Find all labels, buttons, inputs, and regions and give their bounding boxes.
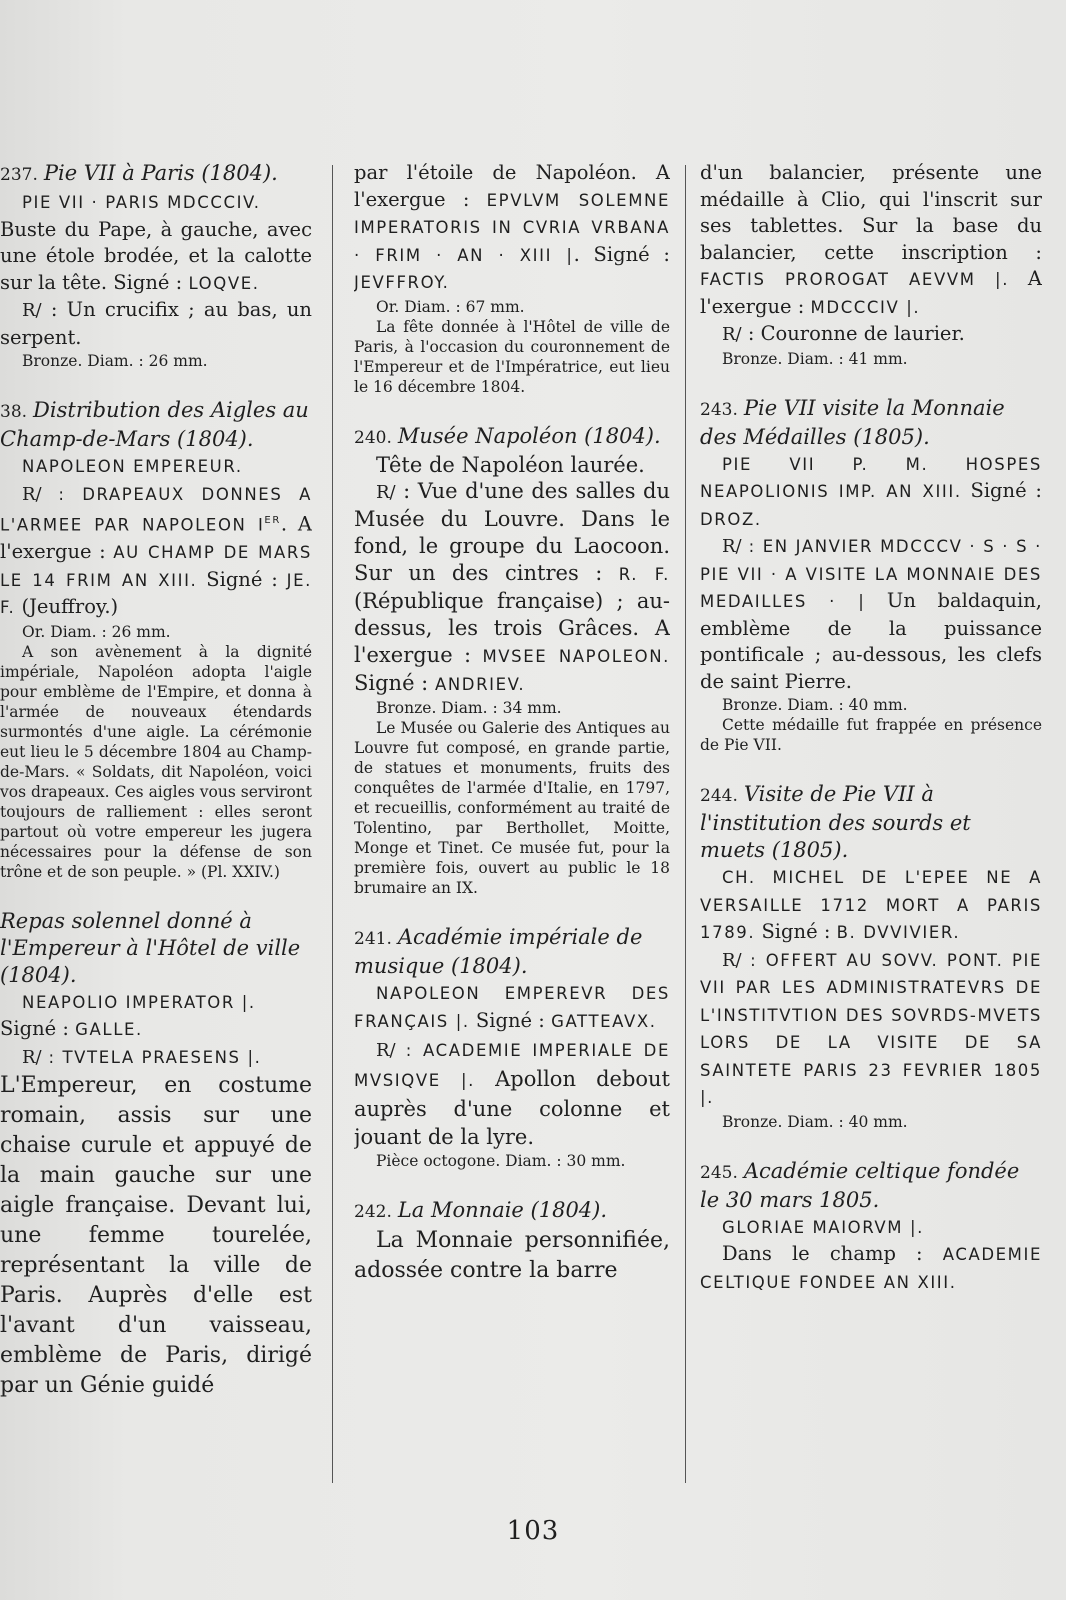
legend: NEAPOLIO IMPERATOR |. [22,992,256,1012]
reverse-mark: R/ [376,482,396,503]
description: Tête de Napoléon laurée. [376,452,645,477]
reverse-mark: R/ [22,1046,42,1068]
metal-diameter: Bronze. Diam. : 34 mm. [376,699,562,717]
entry-242 [354,1197,670,1286]
entry-239: Repas solennel donné à l'Empereur à l'Hôtel de ville (1804). NEAPOLIO IMPERATOR |. Signé : GALLE. R/ : TVTELA PRAESENS |. L'Empereur, en costume romain, assis sur une chaise curule et appuyé de la main gauche sur une aigle française. Devant lui, une femme tourelée, représentant la ville de Paris. Auprès d'elle est l'avant d'un vaisseau, emblème de Paris, dirigé par un Génie guidé [0,908,312,1402]
entry-245: 245. Académie celtique fondée le 30 mars 1805. GLORIAE MAIORVM |. Dans le champ : ACADEMIE CELTIQUE FONDEE AN XIII. [700,1158,1042,1292]
exergue: MVSEE NAPOLEON. [482,647,670,666]
metal-diameter: Bronze. Diam. : 40 mm. [722,1112,908,1131]
signature: LOQVE. [188,273,260,293]
entry-heading: 240. Musée Napoléon (1804). [354,423,661,448]
metal-diameter: Or. Diam. : 26 mm. [22,622,171,641]
page-number: 103 [506,1516,560,1546]
metal-diameter: Or. Diam. : 67 mm. [376,297,525,316]
entry-heading: 38. Distribution des Aigles au Champ-de-Mars (1804). [0,398,309,451]
signature: GALLE. [75,1020,143,1039]
entry-heading: Repas solennel donné à l'Empereur à l'Hôtel de ville (1804). [0,908,301,987]
field-inscription: ACADEMIE CELTIQUE FONDEE AN XIII. [700,1245,1042,1292]
legend: NAPOLEON EMPEREVR DES FRANÇAIS |. [354,984,670,1031]
exergue: EPVLVM SOLEMNE IMPERATORIS IN CVRIA VRBANA · FRIM · AN · XIII | [354,190,670,265]
reverse-mark: R/ [376,1040,396,1061]
metal-diameter: Bronze. Diam. : 41 mm. [722,349,908,368]
metal-diameter: Bronze. Diam. : 26 mm. [22,352,208,370]
legend: GLORIAE MAIORVM |. [722,1217,924,1237]
entry-heading: 245. Académie celtique fondée le 30 mars 1805. [700,1158,1020,1212]
historical-note: A son avènement à la dignité impériale, Napoléon adopta l'aigle pour emblème de l'Empire, et donna à l'armée de nouveaux étendards surmontés d'une aigle. La cérémonie eut lieu le 5 décembre 1804 au Champ-de-Mars. « Soldats, dit Napoléon, voici vos drapeaux. Ces aigles vous serviront toujours de ralliement : elles seront partout où votre empereur les jugera nécessaires pour la défense de son trône et de son peuple. » (Pl. XXIV.) [0,642,312,881]
reverse-mark: R/ [22,483,42,505]
exergue: AU CHAMP DE MARS LE 14 FRIM AN XIII. [0,543,312,590]
signature: B. DVVIVIER. [836,923,961,942]
legend: PIE VII P. M. HOSPES NEAPOLIONIS IMP. AN XIII. [700,454,1042,501]
entry-heading: 244. Visite de Pie VII à l'institution des sourds et muets (1805). [700,782,971,862]
signature: GATTEAVX. [551,1011,657,1031]
entry-heading: 243. Pie VII visite la Monnaie des Médailles (1805). [700,395,1005,449]
description: L'Empereur, en costume romain, assis sur une chaise curule et appuyé de la main gauche sur une aigle française. Devant lui, une femme tourelée, représentant la ville de Paris. Auprès d'elle est l'avant d'un vaisseau, emblème de Paris, dirigé par un Génie guidé [0,1073,312,1398]
legend: NAPOLEON EMPEREUR. [22,457,243,476]
legend: PIE VII · PARIS MDCCCIV. [22,193,261,212]
entry-239-continued: par l'étoile de Napoléon. A l'exergue : EPVLVM SOLEMNE IMPERATORIS IN CVRIA VRBANA · FRIM · AN · XIII |. Signé : JEVFFROY. Or. Diam. : 67 mm. La fête donnée à l'Hôtel de ville de Paris, à l'occasion du couronnement de l'Empereur et de l'Impératrice, eut lieu le 16 décembre 1804. [354,161,670,396]
reverse-mark: R/ [722,536,742,557]
metal-diameter: Pièce octogone. Diam. : 30 mm. [376,1152,626,1170]
entry-241: 241. Académie impériale de musique (1804). NAPOLEON EMPEREVR DES FRANÇAIS |. Signé : GATTEAVX. R/ : ACADEMIE IMPERIALE DE MVSIQVE |. Apollon debout auprès d'une colonne et jouant de la lyre. Pièce octogone. Diam. : 30 mm. [354,925,670,1170]
entry-244: 244. Visite de Pie VII à l'institution des sourds et muets (1805). CH. MICHEL DE L'EPEE NE A VERSAILLE 1712 MORT A PARIS 1789. Signé : B. DVVIVIER. R/ : OFFERT AU SOVV. PONT. PIE VII PAR LES ADMINISTRATEVRS DE L'INSTITVTION DES SOVRDS-MVETS LORS DE LA VISITE DE SA SAINTETE PARIS 23 FEVRIER 1805 |. Bronze. Diam. : 40 mm. [700,782,1042,1131]
column-3 [700,160,1042,1500]
historical-note: Le Musée ou Galerie des Antiques au Louvre fut composé, en grande partie, de statues et monuments, fruits des conquêtes de l'armée d'Italie, en 1797, et recueillis, conformément au traité de Tolentino, par Berthollet, Moitte, Monge et Tinet. Ce musée fut, pour la première fois, ouvert au public le 18 brumaire an IX. [354,719,670,897]
signature: ANDRIEV. [434,675,526,694]
signature: DROZ. [700,509,762,529]
inscription: FACTIS PROROGAT AEVVM |. [700,270,1010,289]
signature: JE. F. [0,570,312,617]
column-2 [354,160,670,1500]
entry-heading: 241. Académie impériale de musique (1804). [354,925,643,978]
description: La Monnaie personnifiée, adossée contre la barre [354,1228,670,1283]
legend: CH. MICHEL DE L'EPEE NE A VERSAILLE 1712 MORT A PARIS 1789. [700,868,1042,942]
reverse-mark: R/ [722,324,742,345]
metal-diameter: Bronze. Diam. : 40 mm. [722,696,908,714]
entry-heading: 242. La Monnaie (1804). [354,1198,608,1222]
entry-240: 240. Musée Napoléon (1804). Tête de Napoléon laurée. R/ : Vue d'une des salles du Musée du Louvre. Dans le fond, le groupe du Laocoon. Sur un des cintres : R. F. (République française) ; au-dessus, les trois Grâces. A l'exergue : MVSEE NAPOLEON. Signé : ANDRIEV. Bronze. Diam. : 34 mm. Le Musée ou Galerie des Antiques au Louvre fut composé, en grande partie, de statues et monuments, fruits des conquêtes de l'armée d'Italie, en 1797, et recueillis, conformément au traité de Tolentino, par Berthollet, Moitte, Monge et Tinet. Ce musée fut, pour la première fois, ouvert au public le 18 brumaire an IX. [354,423,670,897]
reverse-mark: R/ [722,949,742,971]
entry-238: 38. Distribution des Aigles au Champ-de-Mars (1804). NAPOLEON EMPEREUR. R/ : DRAPEAUX DONNES A L'ARMEE PAR NAPOLEON IER. A l'exergue : AU CHAMP DE MARS LE 14 FRIM AN XIII. Signé : JE. F. (Jeuffroy.) Or. Diam. : 26 mm. A son avènement à la dignité impériale, Napoléon adopta l'aigle pour emblème de l'Empire, et donna à l'armée de nouveaux étendards surmontés d'une aigle. La cérémonie eut lieu le 5 décembre 1804 au Champ-de-Mars. « Soldats, dit Napoléon, voici vos drapeaux. Ces aigles vous serviront toujours de ralliement : elles seront partout où votre empereur les jugera nécessaires pour la défense de son trône et de son peuple. » (Pl. XXIV.) [0,398,312,881]
entry-242-continued: d'un balancier, présente une médaille à Clio, qui l'inscrit sur ses tablettes. Sur la base du balancier, cette inscription : FACTIS PROROGAT AEVVM |. A l'exergue : MDCCCIV |. R/ : Couronne de laurier. Bronze. Diam. : 41 mm. [700,161,1042,368]
column-rule-right [685,165,686,1483]
exergue: MDCCCIV |. [810,297,921,317]
entry-243: 243. Pie VII visite la Monnaie des Médailles (1805). PIE VII P. M. HOSPES NEAPOLIONIS IMP. AN XIII. Signé : DROZ. R/ : EN JANVIER MDCCCV · S · S · PIE VII · A VISITE LA MONNAIE DES MEDAILLES · | Un baldaquin, emblème de la puissance pontificale ; au-dessous, les clefs de saint Pierre. Bronze. Diam. : 40 mm. Cette médaille fut frappée en présence de Pie VII. [700,395,1042,754]
column-rule-left [332,165,333,1483]
entry-237: 237. Pie VII à Paris (1804). PIE VII · PARIS MDCCCIV. Buste du Pape, à gauche, avec une étole brodée, et la calotte sur la tête. Signé : LOQVE. R/ : Un crucifix ; au bas, un serpent. Bronze. Diam. : 26 mm. [0,161,312,370]
reverse-mark: R/ [22,300,42,321]
historical-note: Cette médaille fut frappée en présence de Pie VII. [700,716,1042,754]
historical-note: La fête donnée à l'Hôtel de ville de Paris, à l'occasion du couronnement de l'Empereur et de l'Impératrice, eut lieu le 16 décembre 1804. [354,317,670,396]
column-1 [0,160,312,1500]
entry-heading: 237. Pie VII à Paris (1804). [0,161,278,185]
signature: JEVFFROY. [354,273,450,292]
